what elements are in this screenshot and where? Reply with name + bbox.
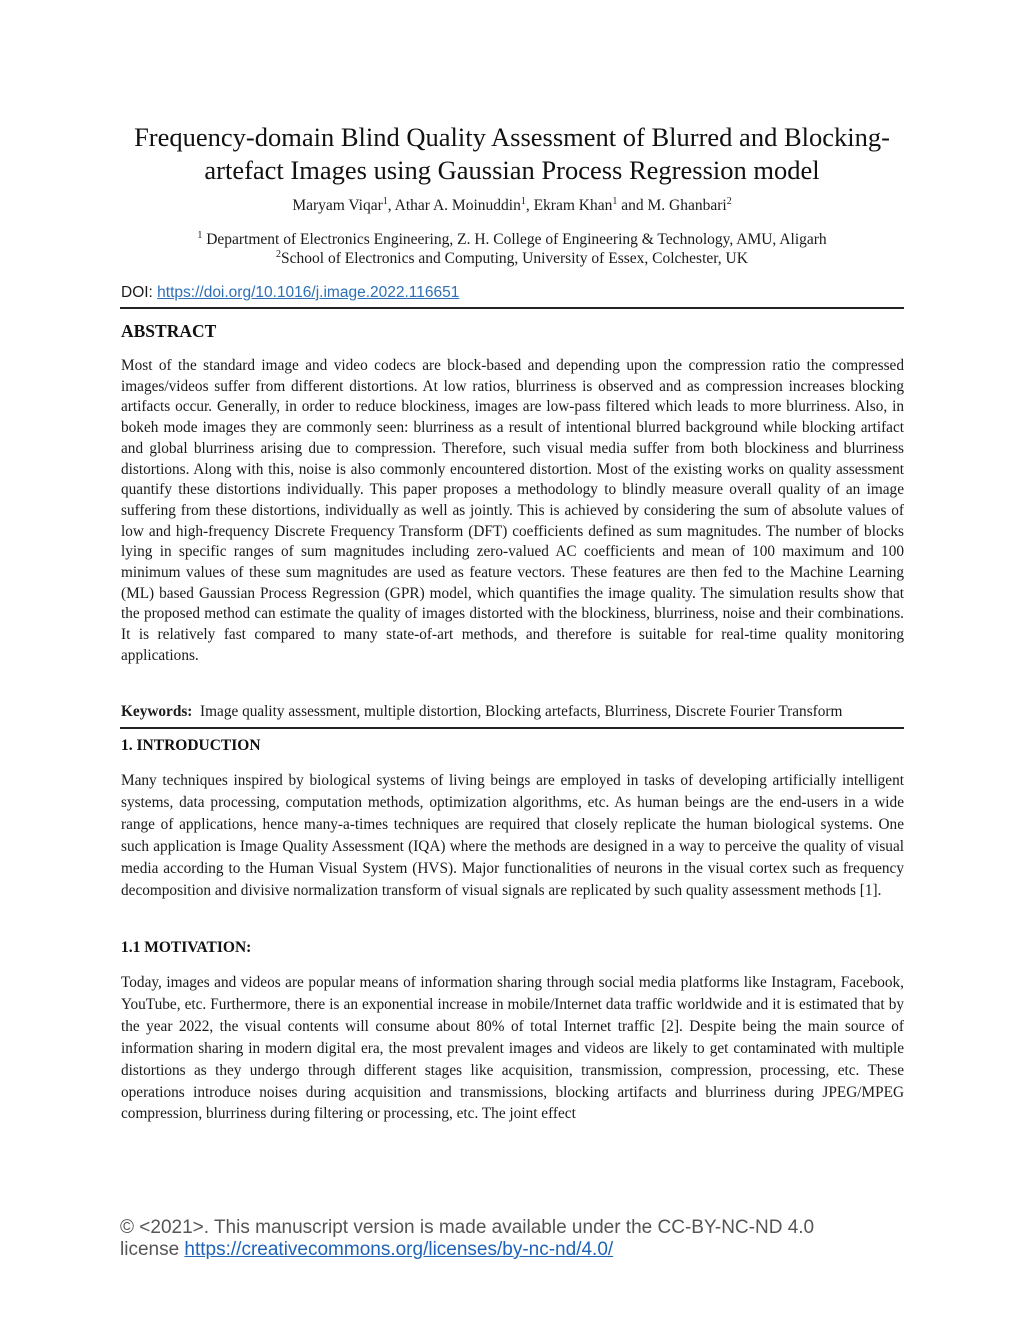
affiliation-1-text: Department of Electronics Engineering, Z. H. College of Engineering & Technology, AMU, Aligarh xyxy=(202,231,827,248)
author-list xyxy=(60,196,964,216)
paper-title xyxy=(60,121,964,187)
header-divider xyxy=(120,307,904,309)
motivation-heading: 1.1 MOTIVATION: xyxy=(121,939,252,956)
motivation-text: Today, images and videos are popular means of information sharing through social media platforms like Instagram, Facebook, YouTube, etc. Furthermore, there is an exponential increase in mobile/Internet data traffic worldwide and it is estimated that by the year 2022, the visual contents will consume about 80% of total Internet traffic [2]. Despite being the main source of information sharing in modern digital era, the most prevalent images and videos are likely to get contaminated with multiple distortions as they undergo through different stages like acquisition, transmission, compression, processing, etc. These operations introduce noises during acquisition and transmissions, blocking artifacts and blurriness during JPEG/MPEG compression, blurriness during filtering or processing, etc. The joint effect xyxy=(121,974,904,1123)
affiliations xyxy=(60,230,964,268)
keywords-text: Image quality assessment, multiple distortion, Blocking artefacts, Blurriness, Discrete Fourier Transform xyxy=(192,703,843,720)
license-notice xyxy=(120,1217,920,1261)
keywords-label: Keywords: xyxy=(121,703,193,720)
license-line-2 xyxy=(120,1239,920,1261)
affiliation-1-marker: 1 xyxy=(197,229,203,241)
affiliation-1 xyxy=(60,230,964,249)
introduction-text: Many techniques inspired by biological systems of living beings are employed in tasks of developing artificially intelligent systems, data processing, computation methods, optimization algorithms, etc. As human beings are the end-users in a wide range of applications, hence many-a-times techniques are required that closely replicate the human biological systems. One such application is Image Quality Assessment (IQA) where the methods are designed in a way to perceive the quality of visual media according to the Human Visual System (HVS). Major functionalities of neurons in the visual cortex such as frequency decomposition and divisive normalization transform of visual signals are replicated by such quality assessment methods [1]. xyxy=(121,772,904,899)
license-link[interactable]: https://creativecommons.org/licenses/by-nc-nd/4.0/ xyxy=(184,1239,614,1260)
affiliation-2-marker: 2 xyxy=(276,248,282,260)
author-4: and M. Ghanbari xyxy=(617,197,727,214)
doi-link[interactable]: https://doi.org/10.1016/j.image.2022.116651 xyxy=(157,284,460,301)
keywords-line xyxy=(121,702,911,722)
doi-line xyxy=(121,283,459,303)
author-3: , Ekram Khan xyxy=(525,197,613,214)
author-4-affil: 2 xyxy=(726,195,732,207)
affiliation-2-text: School of Electronics and Computing, University of Essex, Colchester, UK xyxy=(281,250,748,267)
introduction-heading: 1. INTRODUCTION xyxy=(121,737,261,754)
license-prefix: license xyxy=(120,1239,185,1260)
license-line-1: © <2021>. This manuscript version is made available under the CC-BY-NC-ND 4.0 xyxy=(120,1217,815,1238)
author-2: , Athar A. Moinuddin xyxy=(387,197,521,214)
author-1-affil: 1 xyxy=(382,195,388,207)
abstract-text: Most of the standard image and video codecs are block-based and depending upon the compression ratio the compressed images/videos suffer from different distortions. At low ratios, blurriness is observed and as compression increases blocking artifacts occur. Generally, in order to reduce blockiness, images are low-pass filtered which leads to more blurriness. Also, in bokeh mode images they are commonly seen: blurriness as a result of intentional blurred background while blocking artifact and global blurriness arising due to compression. Therefore, such visual media suffer from both blockiness and blurriness distortions. Along with this, noise is also commonly encountered distortion. Most of the existing works on quality assessment quantify these distortions individually. This paper proposes a methodology to blindly measure overall quality of an image suffering from these distortions, individually as well as jointly. This is achieved by considering the sum of absolute values of low and high-frequency Discrete Frequency Transform (DFT) coefficients defined as sum magnitudes. The number of blocks lying in specific ranges of sum magnitudes including zero-valued AC coefficients and mean of 100 maximum and 100 minimum values of these sum magnitudes are used as feature vectors. These features are then fed to the Machine Learning (ML) based Gaussian Process Regression (GPR) model, which quantifies the image quality. The simulation results show that the proposed method can estimate the quality of images distorted with the blockiness, blurriness, noise and their combinations. It is relatively fast compared to many state-of-art methods, and therefore is suitable for real-time quality monitoring applications. xyxy=(121,357,904,664)
author-2-affil: 1 xyxy=(520,195,526,207)
author-3-affil: 1 xyxy=(612,195,618,207)
title-line-2: artefact Images using Gaussian Process Regression model xyxy=(204,155,820,185)
keywords-divider xyxy=(120,727,904,729)
affiliation-2 xyxy=(60,249,964,268)
title-line-1: Frequency-domain Blind Quality Assessment of Blurred and Blocking- xyxy=(134,122,890,152)
author-1: Maryam Viqar xyxy=(292,197,383,214)
abstract-heading: ABSTRACT xyxy=(121,321,217,341)
doi-label: DOI: xyxy=(121,284,158,301)
